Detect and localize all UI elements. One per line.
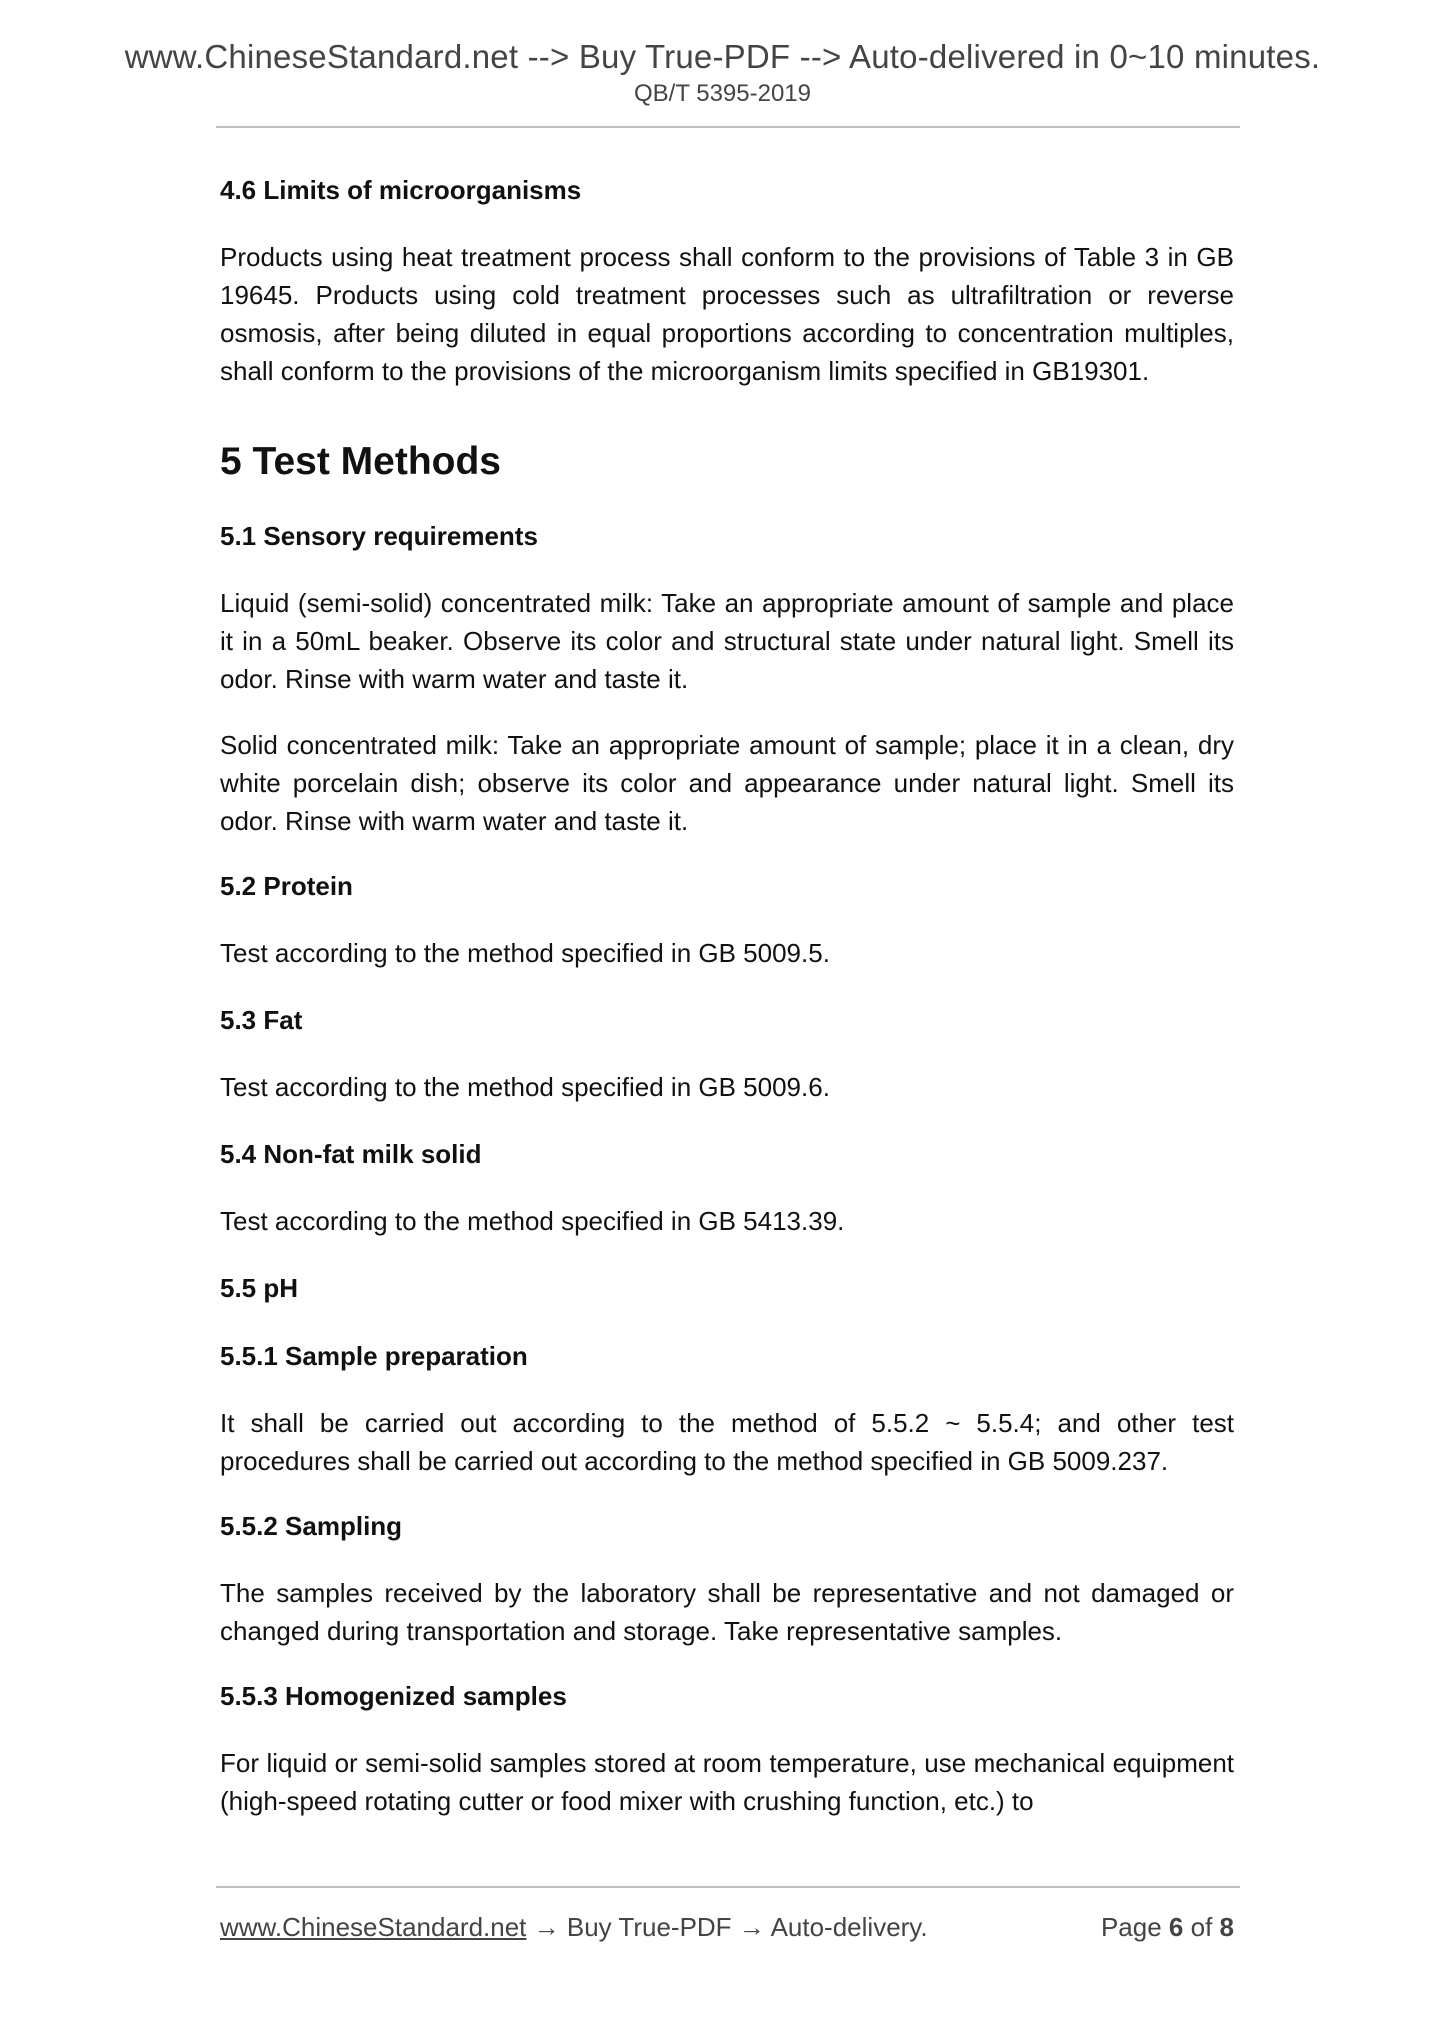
header-divider xyxy=(216,126,1240,128)
heading-5-5-1: 5.5.1 Sample preparation xyxy=(220,1341,528,1371)
para-5-5-2: The samples received by the laboratory shall be representative and not damaged or changed during transportation and storage. Take representative samples. xyxy=(220,1578,1234,1646)
para-5-4: Test according to the method specified in GB 5413.39. xyxy=(220,1206,845,1236)
heading-5-2: 5.2 Protein xyxy=(220,871,353,901)
heading-5-3: 5.3 Fat xyxy=(220,1005,303,1035)
heading-5-5-3: 5.5.3 Homogenized samples xyxy=(220,1681,567,1711)
page-label: Page xyxy=(1100,1912,1162,1942)
document-body xyxy=(220,170,1234,1820)
heading-5: 5 Test Methods xyxy=(220,440,501,483)
footer-site-link[interactable]: www.ChineseStandard.net xyxy=(220,1912,527,1942)
of-label: of xyxy=(1190,1912,1213,1942)
heading-5-1: 5.1 Sensory requirements xyxy=(220,521,538,551)
total-pages: 8 xyxy=(1219,1912,1234,1942)
current-page-number: 6 xyxy=(1168,1912,1184,1942)
footer-trail-text: → Buy True-PDF → Auto-delivery. xyxy=(526,1912,928,1942)
para-5-2: Test according to the method specified in GB 5009.5. xyxy=(220,938,830,968)
heading-5-4: 5.4 Non-fat milk solid xyxy=(220,1139,482,1169)
para-5-1-solid: Solid concentrated milk: Take an appropriate amount of sample; place it in a clean, dry white porcelain dish; observe its color and appearance under natural light. Smell its odor. Rinse with warm water and taste it. xyxy=(220,730,1234,836)
footer-promo xyxy=(220,1912,928,1943)
para-5-5-3: For liquid or semi-solid samples stored at room temperature, use mechanical equipment (high-speed rotating cutter or food mixer with crushing function, etc.) to xyxy=(220,1748,1234,1816)
heading-5-5: 5.5 pH xyxy=(220,1273,299,1303)
standard-code: QB/T 5395-2019 xyxy=(633,80,811,107)
top-banner: www.ChineseStandard.net --> Buy True-PDF --> Auto-delivered in 0~10 minutes. xyxy=(124,38,1321,75)
para-5-1-liquid: Liquid (semi-solid) concentrated milk: Take an appropriate amount of sample and place it in a 50mL beaker. Observe its color and structural state under natural light. Smell its odor. Rinse with warm water and taste it. xyxy=(220,588,1234,694)
para-5-5-1: It shall be carried out according to the method of 5.5.2 ~ 5.5.4; and other test procedures shall be carried out according to the method specified in GB 5009.237. xyxy=(220,1408,1234,1476)
para-5-3: Test according to the method specified in GB 5009.6. xyxy=(220,1072,830,1102)
heading-4-6: 4.6 Limits of microorganisms xyxy=(220,175,582,205)
para-4-6: Products using heat treatment process shall conform to the provisions of Table 3 in GB 19645. Products using cold treatment processes such as ultrafiltration or reverse osmosis, after being diluted in equal proportions according to concentration multiples, shall conform to the provisions of the microorganism limits specified in GB19301. xyxy=(220,242,1234,386)
page-indicator xyxy=(1101,1912,1234,1943)
heading-5-5-2: 5.5.2 Sampling xyxy=(220,1511,403,1541)
footer-divider xyxy=(216,1886,1240,1888)
